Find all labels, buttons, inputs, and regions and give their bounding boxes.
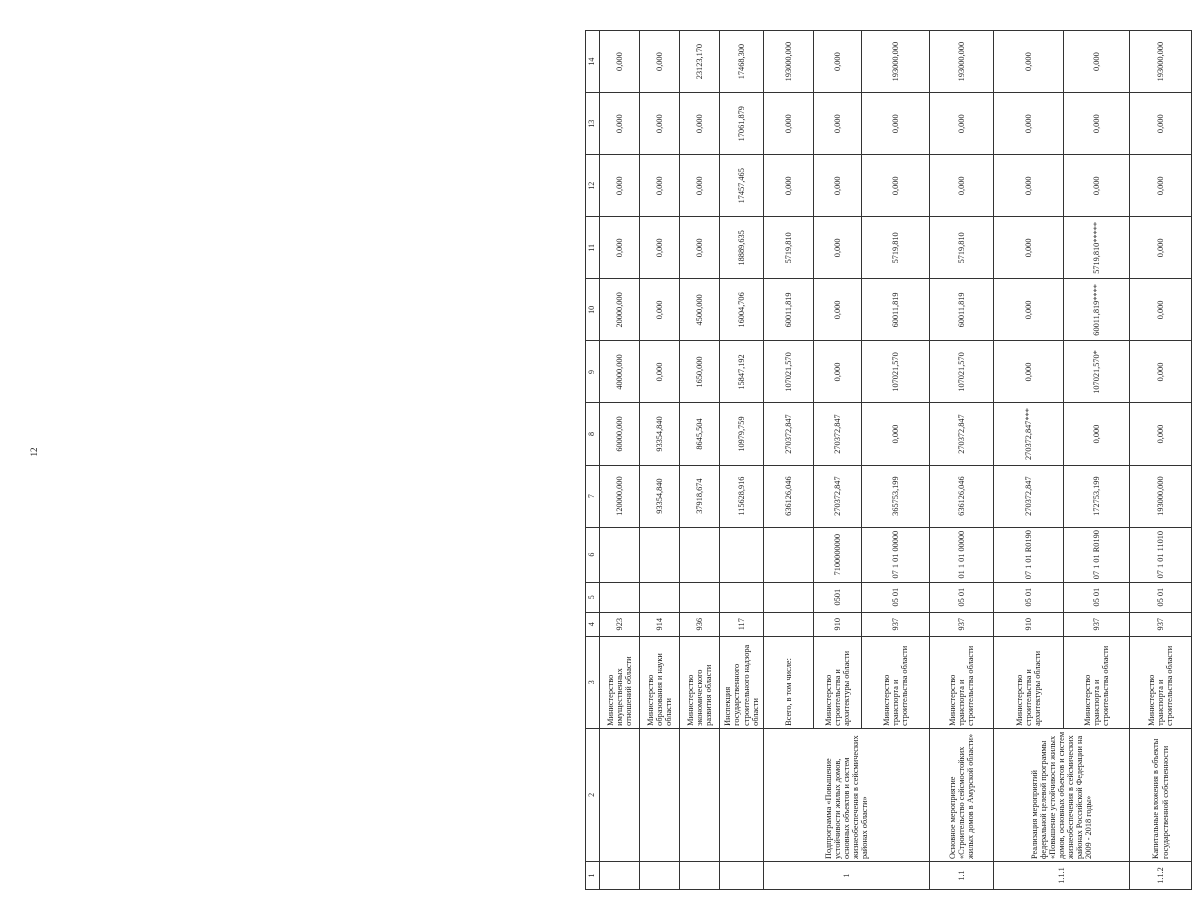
amount-cell: 5719,810***** (1064, 217, 1130, 279)
amount-cell: 0,000 (1064, 155, 1130, 217)
code-cell (680, 582, 720, 612)
code-cell: 910 (994, 612, 1064, 636)
header-cell: 7 (586, 465, 600, 527)
amount-cell: 193000,000 (1130, 465, 1192, 527)
row-name-cell (600, 728, 640, 861)
rotated-table-container (585, 30, 1175, 890)
table-row (994, 31, 1064, 890)
amount-cell: 193000,000 (764, 31, 814, 93)
amount-cell: 0,000 (994, 31, 1064, 93)
amount-cell: 107021,570 (764, 341, 814, 403)
amount-cell: 0,000 (600, 93, 640, 155)
amount-cell: 5719,810 (930, 217, 994, 279)
amount-cell: 17468,300 (720, 31, 764, 93)
header-cell: 1 (586, 861, 600, 889)
row-name-cell (680, 728, 720, 861)
amount-cell: 60011,819 (862, 279, 930, 341)
amount-cell: 0,000 (680, 93, 720, 155)
amount-cell: 40000,000 (600, 341, 640, 403)
amount-cell (600, 527, 640, 582)
code-cell (600, 582, 640, 612)
executor-cell: Министерство экономического развития области (680, 636, 720, 728)
code-cell: 937 (1130, 612, 1192, 636)
row-number-cell (720, 861, 764, 889)
table-row (720, 31, 764, 890)
amount-cell: 15847,192 (720, 341, 764, 403)
amount-cell: 93354,840 (640, 403, 680, 465)
amount-cell: 0,000 (814, 93, 862, 155)
row-number-cell (600, 861, 640, 889)
amount-cell: 0,000 (814, 155, 862, 217)
amount-cell: 93354,840 (640, 465, 680, 527)
header-cell: 11 (586, 217, 600, 279)
amount-cell: 0,000 (680, 155, 720, 217)
amount-cell: 0,000 (1130, 155, 1192, 217)
amount-cell: 0,000 (814, 341, 862, 403)
row-number-cell: 1.1.2 (1130, 861, 1192, 889)
row-number-cell: 1 (764, 861, 930, 889)
amount-cell: 20000,000 (600, 279, 640, 341)
amount-cell: 270372,847 (764, 403, 814, 465)
page-number: 12 (29, 447, 39, 457)
code-cell (764, 612, 814, 636)
amount-cell: 60011,819 (930, 279, 994, 341)
amount-cell (640, 527, 680, 582)
code-cell: 936 (680, 612, 720, 636)
executor-cell: Министерство образования и науки области (640, 636, 680, 728)
table-row (1130, 31, 1192, 890)
amount-cell: 0,000 (994, 217, 1064, 279)
header-row (586, 31, 600, 890)
amount-cell: 365753,199 (862, 465, 930, 527)
amount-cell: 0,000 (1130, 341, 1192, 403)
amount-cell: 636126,046 (764, 465, 814, 527)
budget-table (585, 30, 1192, 890)
amount-cell: 270372,847 (994, 465, 1064, 527)
table-row (600, 31, 640, 890)
table-row (640, 31, 680, 890)
amount-cell: 0,000 (994, 341, 1064, 403)
row-name-cell (640, 728, 680, 861)
amount-cell: 0,000 (600, 31, 640, 93)
code-cell: 937 (862, 612, 930, 636)
amount-cell: 7100000000 (814, 527, 862, 582)
amount-cell: 4500,000 (680, 279, 720, 341)
header-cell: 12 (586, 155, 600, 217)
code-cell: 923 (600, 612, 640, 636)
code-cell: 05 01 (1130, 582, 1192, 612)
amount-cell: 0,000 (862, 155, 930, 217)
amount-cell: 0,000 (640, 341, 680, 403)
amount-cell: 270372,847 (814, 403, 862, 465)
amount-cell: 8645,504 (680, 403, 720, 465)
code-cell: 05 01 (994, 582, 1064, 612)
row-name-cell: Подпрограмма «Повышение устойчивости жилых домов, основных объектов и систем жизнеобеспечения в сейсмических районах области» (764, 728, 930, 861)
amount-cell: 0,000 (814, 31, 862, 93)
amount-cell: 0,000 (640, 31, 680, 93)
row-number-cell (640, 861, 680, 889)
row-number-cell: 1.1 (930, 861, 994, 889)
amount-cell: 60011,819 (764, 279, 814, 341)
amount-cell: 0,000 (862, 93, 930, 155)
header-cell: 9 (586, 341, 600, 403)
amount-cell: 107021,570 (862, 341, 930, 403)
executor-cell: Инспекция государственного строительного надзора области (720, 636, 764, 728)
header-cell: 2 (586, 728, 600, 861)
amount-cell: 0,000 (640, 155, 680, 217)
row-name-cell (720, 728, 764, 861)
amount-cell: 0,000 (814, 279, 862, 341)
amount-cell: 60000,000 (600, 403, 640, 465)
header-cell: 6 (586, 527, 600, 582)
amount-cell: 0,000 (930, 155, 994, 217)
amount-cell (720, 527, 764, 582)
amount-cell: 0,000 (1130, 403, 1192, 465)
amount-cell: 17061,879 (720, 93, 764, 155)
header-cell: 8 (586, 403, 600, 465)
header-cell: 4 (586, 612, 600, 636)
amount-cell: 07 1 01 R0190 (1064, 527, 1130, 582)
amount-cell: 115628,916 (720, 465, 764, 527)
amount-cell: 193000,000 (930, 31, 994, 93)
header-cell: 14 (586, 31, 600, 93)
amount-cell: 07 1 01 R0190 (994, 527, 1064, 582)
amount-cell: 193000,000 (862, 31, 930, 93)
executor-cell: Всего, в том числе: (764, 636, 814, 728)
amount-cell: 0,000 (640, 217, 680, 279)
amount-cell: 107021,570* (1064, 341, 1130, 403)
executor-cell: Министерство строительства и архитектуры области (814, 636, 862, 728)
amount-cell: 0,000 (600, 155, 640, 217)
code-cell (720, 582, 764, 612)
amount-cell: 0,000 (994, 155, 1064, 217)
executor-cell: Министерство имущественных отношений области (600, 636, 640, 728)
amount-cell (680, 527, 720, 582)
row-number-cell (680, 861, 720, 889)
amount-cell: 270372,847*** (994, 403, 1064, 465)
amount-cell: 0,000 (994, 279, 1064, 341)
code-cell: 0501 (814, 582, 862, 612)
amount-cell: 0,000 (862, 403, 930, 465)
amount-cell: 0,000 (640, 93, 680, 155)
amount-cell: 17457,465 (720, 155, 764, 217)
header-cell: 13 (586, 93, 600, 155)
amount-cell: 270372,847 (814, 465, 862, 527)
amount-cell: 01 1 01 00000 (930, 527, 994, 582)
amount-cell: 0,000 (600, 217, 640, 279)
row-name-cell: Основное мероприятие «Строительство сейсмостойких жилых домов в Амурской области» (930, 728, 994, 861)
executor-cell: Министерство транспорта и строительства области (1064, 636, 1130, 728)
amount-cell: 1650,000 (680, 341, 720, 403)
amount-cell: 5719,810 (764, 217, 814, 279)
amount-cell: 60011,819**** (1064, 279, 1130, 341)
amount-cell: 0,000 (764, 155, 814, 217)
executor-cell: Министерство транспорта и строительства области (1130, 636, 1192, 728)
amount-cell: 0,000 (1064, 403, 1130, 465)
code-cell: 05 01 (1064, 582, 1130, 612)
header-cell: 5 (586, 582, 600, 612)
table-row (764, 31, 814, 890)
amount-cell: 0,000 (1064, 31, 1130, 93)
amount-cell: 270372,847 (930, 403, 994, 465)
amount-cell: 0,000 (1064, 93, 1130, 155)
amount-cell: 0,000 (1130, 279, 1192, 341)
amount-cell: 5719,810 (862, 217, 930, 279)
row-number-cell: 1.1.1 (994, 861, 1130, 889)
code-cell (764, 582, 814, 612)
amount-cell: 120000,000 (600, 465, 640, 527)
amount-cell: 0,000 (1130, 217, 1192, 279)
executor-cell: Министерство транспорта и строительства области (862, 636, 930, 728)
code-cell: 05 01 (930, 582, 994, 612)
amount-cell: 07 1 01 11010 (1130, 527, 1192, 582)
row-name-cell: Капитальные вложения в объекты государственной собственности (1130, 728, 1192, 861)
code-cell: 117 (720, 612, 764, 636)
amount-cell: 107021,570 (930, 341, 994, 403)
executor-cell: Министерство строительства и архитектуры области (994, 636, 1064, 728)
header-cell: 3 (586, 636, 600, 728)
amount-cell: 172753,199 (1064, 465, 1130, 527)
amount-cell: 0,000 (640, 279, 680, 341)
code-cell: 910 (814, 612, 862, 636)
amount-cell: 0,000 (764, 93, 814, 155)
amount-cell: 0,000 (1130, 93, 1192, 155)
header-cell: 10 (586, 279, 600, 341)
table-row (680, 31, 720, 890)
amount-cell: 23123,170 (680, 31, 720, 93)
amount-cell: 16004,706 (720, 279, 764, 341)
code-cell: 937 (1064, 612, 1130, 636)
table-row (930, 31, 994, 890)
amount-cell: 07 1 01 00000 (862, 527, 930, 582)
amount-cell: 0,000 (814, 217, 862, 279)
amount-cell: 193000,000 (1130, 31, 1192, 93)
amount-cell: 0,000 (680, 217, 720, 279)
amount-cell: 10979,759 (720, 403, 764, 465)
amount-cell: 0,000 (994, 93, 1064, 155)
code-cell: 914 (640, 612, 680, 636)
amount-cell: 37918,674 (680, 465, 720, 527)
code-cell: 05 01 (862, 582, 930, 612)
code-cell: 937 (930, 612, 994, 636)
amount-cell (764, 527, 814, 582)
row-name-cell: Реализация мероприятий федеральной целевой программы «Повышение устойчивости жилых домов, основных объектов и систем жизнеобеспечения в сейсмических районах Российской Федерации на 2009 - 2018 годы» (994, 728, 1130, 861)
amount-cell: 18889,635 (720, 217, 764, 279)
code-cell (640, 582, 680, 612)
amount-cell: 0,000 (930, 93, 994, 155)
executor-cell: Министерство транспорта и строительства области (930, 636, 994, 728)
amount-cell: 636126,046 (930, 465, 994, 527)
